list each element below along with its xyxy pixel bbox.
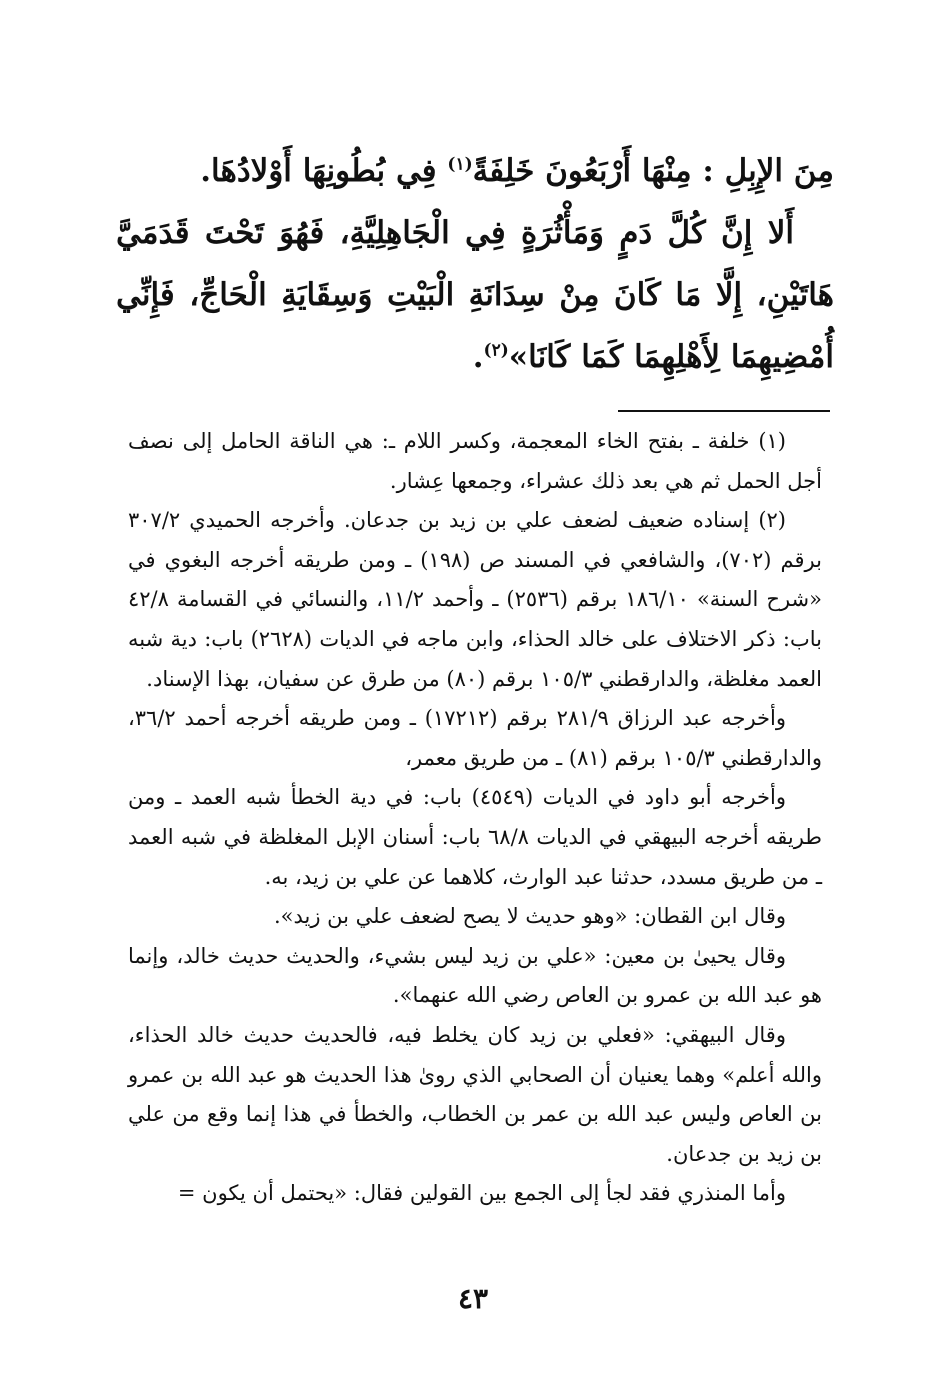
footnote-marker-2: (٢) xyxy=(483,340,509,361)
main-paragraph-1-text: مِنَ الإِبِلِ : مِنْهَا أَرْبَعُونَ خَلِفَةً xyxy=(472,153,834,189)
footnote-1: (١) خلفة ـ بفتح الخاء المعجمة، وكسر اللام ـ: هي الناقة الحامل إلى نصف أجل الحمل ثم هي بعد ذلك عشراء، وجمعها عِشار. xyxy=(128,429,822,493)
main-paragraph-2-end: . xyxy=(472,339,484,375)
footnote-paragraph: وقال يحيىٰ بن معين: «علي بن زيد ليس بشيء، والحديث حديث خالد، وإنما هو عبد الله بن عمرو بن العاص رضي الله عنهما». xyxy=(128,943,822,1008)
footnote-separator xyxy=(618,410,830,412)
footnote-paragraph: وقال ابن القطان: «وهو حديث لا يصح لضعف علي بن زيد». xyxy=(273,904,786,929)
main-paragraph-1-rest: فِي بُطُونِهَا أَوْلادُهَا. xyxy=(200,153,448,189)
main-paragraph-2 xyxy=(116,202,834,388)
footnote-paragraph: وقال البيهقي: «فعلي بن زيد كان يخلط فيه، فالحديث حديث خالد الحذاء، والله أعلم» وهما يعنيان أن الصحابي الذي روىٰ هذا الحديث هو عبد الله بن عمرو بن العاص وليس عبد الله بن عمر بن الخطاب، والخطأ في هذا إنما وقع من علي بن زيد بن جدعان. xyxy=(128,1022,822,1166)
footnote-2: (٢) إسناده ضعيف لضعف علي بن زيد بن جدعان. وأخرجه الحميدي ٣٠٧/٢ برقم (٧٠٢)، والشافعي في المسند ص (١٩٨) ـ ومن طريقه أخرجه البغوي في «شرح السنة» ١٨٦/١٠ برقم (٢٥٣٦) ـ وأحمد ١١/٢، والنسائي في القسامة ٤٢/٨ باب: ذكر الاختلاف على خالد الحذاء، وابن ماجه في الديات (٢٦٢٨) باب: دية شبه العمد مغلظة، والدارقطني ١٠٥/٣ برقم (٨٠) من طرق عن سفيان، بهذا الإسناد. xyxy=(128,508,822,691)
footnotes-block xyxy=(128,422,822,1214)
footnote-paragraph: وأخرجه عبد الرزاق ٢٨١/٩ برقم (١٧٢١٢) ـ ومن طريقه أخرجه أحمد ٣٦/٢، والدارقطني ١٠٥/٣ برقم (٨١) ـ من طريق معمر، xyxy=(128,706,822,770)
main-paragraph-1 xyxy=(116,140,834,202)
footnote-paragraph: وأما المنذري فقد لجأ إلى الجمع بين القولين فقال: «يحتمل أن يكون = xyxy=(177,1181,786,1206)
footnote-marker-1: (١) xyxy=(447,154,473,175)
page-number: ٤٣ xyxy=(457,1282,489,1315)
footnote-paragraph: وأخرجه أبو داود في الديات (٤٥٤٩) باب: في دية الخطأ شبه العمد ـ ومن طريقه أخرجه البيهقي في الديات ٦٨/٨ باب: أسنان الإبل المغلظة في شبه العمد ـ من طريق مسدد، حدثنا عبد الوارث، كلاهما عن علي بن زيد، به. xyxy=(128,785,822,889)
main-paragraph-2-text: أَلا إِنَّ كُلَّ دَمٍ وَمَأْثُرَةٍ فِي الْجَاهِلِيَّةِ، فَهُوَ تَحْتَ قَدَمَيَّ هَاتَيْنِ، إِلَّا مَا كَانَ مِنْ سِدَانَةِ الْبَيْتِ وَسِقَايَةِ الْحَاجِّ، فَإِنِّي أُمْضِيهِمَا لِأَهْلِهِمَا كَمَا كَانَا» xyxy=(116,215,834,375)
main-text-block xyxy=(116,140,834,388)
